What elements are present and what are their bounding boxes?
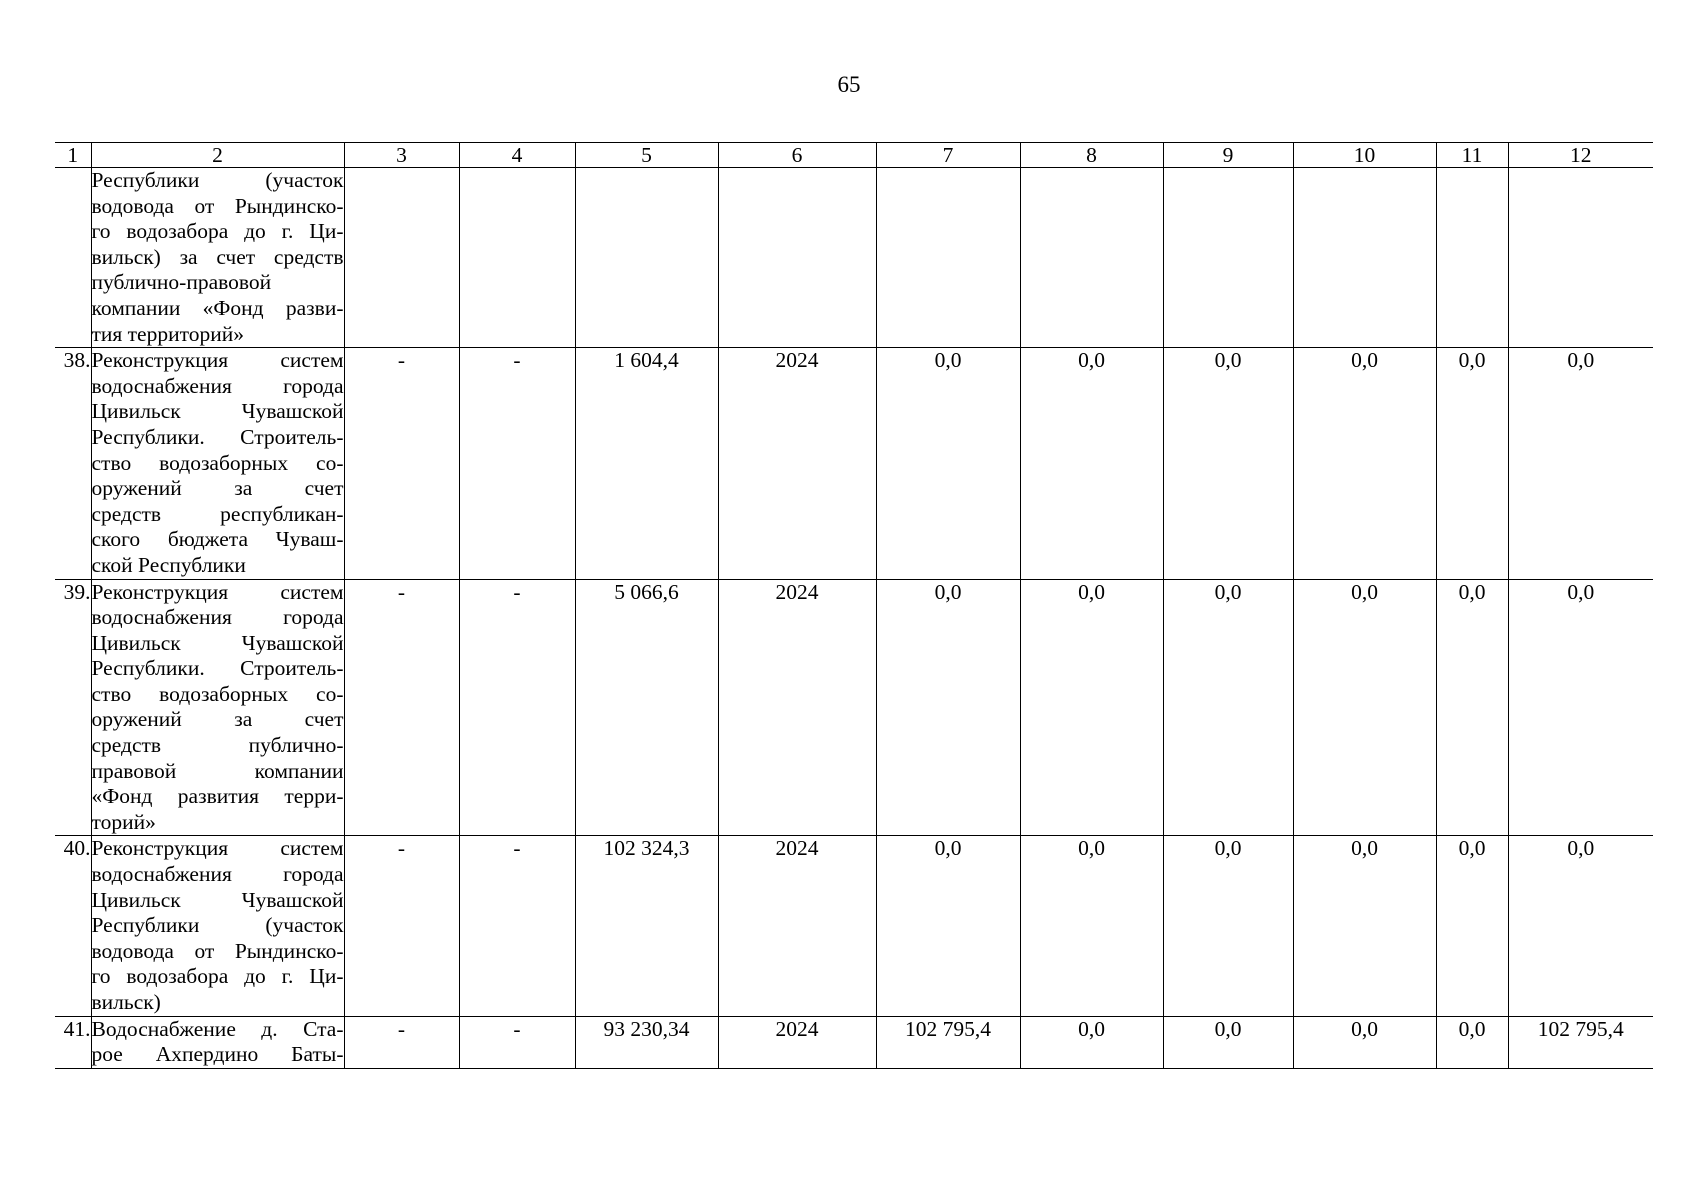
column-header: 10 xyxy=(1293,143,1436,168)
row-number xyxy=(55,168,91,348)
row-description xyxy=(91,168,344,348)
cell-c7: 0,0 xyxy=(876,348,1020,579)
description-line: «Фонд развития терри- xyxy=(91,784,344,809)
description-line: оружений за счет xyxy=(91,476,344,501)
row-number: 41. xyxy=(55,1016,91,1068)
cell-c5 xyxy=(575,168,718,348)
description-line: го водозабора до г. Ци- xyxy=(91,964,344,989)
cell-c7: 0,0 xyxy=(876,579,1020,836)
description-line: ство водозаборных со- xyxy=(91,450,344,475)
description-line: вильск) xyxy=(91,990,161,1014)
cell-c5: 5 066,6 xyxy=(575,579,718,836)
description-line: водоснабжения города xyxy=(91,373,344,398)
description-line: рое Ахпердино Баты- xyxy=(91,1042,344,1067)
table-row xyxy=(55,836,1653,1016)
cell-c7: 102 795,4 xyxy=(876,1016,1020,1068)
description-line: Республики (участок xyxy=(91,168,344,192)
description-line: водовода от Рындинско- xyxy=(91,938,344,963)
column-header: 5 xyxy=(575,143,718,168)
cell-c7 xyxy=(876,168,1020,348)
description-line: Республики (участок xyxy=(91,913,344,938)
cell-c9: 0,0 xyxy=(1163,1016,1293,1068)
description-line: Республики. Строитель- xyxy=(91,656,344,681)
cell-c4: - xyxy=(459,579,575,836)
cell-c9: 0,0 xyxy=(1163,348,1293,579)
column-header: 12 xyxy=(1508,143,1653,168)
table-row xyxy=(55,348,1653,579)
description-line: Цивильск Чувашской xyxy=(91,630,344,655)
description-line: средств публично- xyxy=(91,733,344,758)
cell-c3: - xyxy=(344,836,459,1016)
data-table xyxy=(55,142,1653,1069)
cell-c9 xyxy=(1163,168,1293,348)
table-row xyxy=(55,168,1653,348)
cell-c6 xyxy=(718,168,876,348)
cell-c6: 2024 xyxy=(718,1016,876,1068)
row-number: 40. xyxy=(55,836,91,1016)
description-line: Цивильск Чувашской xyxy=(91,399,344,424)
description-line: ской Республики xyxy=(91,552,246,577)
cell-c6: 2024 xyxy=(718,836,876,1016)
table-row xyxy=(55,1016,1653,1068)
page-number: 65 xyxy=(837,72,861,97)
description-line: Цивильск Чувашской xyxy=(91,887,344,912)
description-line: оружений за счет xyxy=(91,707,344,732)
cell-c11: 0,0 xyxy=(1436,579,1508,836)
cell-c11 xyxy=(1436,168,1508,348)
cell-c6: 2024 xyxy=(718,579,876,836)
cell-c4: - xyxy=(459,1016,575,1068)
cell-c5: 93 230,34 xyxy=(575,1016,718,1068)
description-line: го водозабора до г. Ци- xyxy=(91,219,344,244)
description-line: Реконструкция систем xyxy=(91,836,344,861)
cell-c3: - xyxy=(344,1016,459,1068)
description-line: водовода от Рындинско- xyxy=(91,193,344,218)
column-header: 1 xyxy=(55,143,91,168)
description-line: ство водозаборных со- xyxy=(91,681,344,706)
cell-c8: 0,0 xyxy=(1020,579,1163,836)
description-line: тия территорий» xyxy=(91,321,244,346)
description-line: Водоснабжение д. Ста- xyxy=(91,1016,344,1041)
cell-c10 xyxy=(1293,168,1436,348)
cell-c8: 0,0 xyxy=(1020,1016,1163,1068)
description-line: публично-правовой xyxy=(91,270,272,295)
cell-c12: 0,0 xyxy=(1508,579,1653,836)
column-header: 9 xyxy=(1163,143,1293,168)
row-number: 38. xyxy=(55,348,91,579)
cell-c12: 0,0 xyxy=(1508,348,1653,579)
column-header: 6 xyxy=(718,143,876,168)
row-description xyxy=(91,579,344,836)
cell-c11: 0,0 xyxy=(1436,1016,1508,1068)
column-header: 2 xyxy=(91,143,344,168)
column-header: 3 xyxy=(344,143,459,168)
cell-c3: - xyxy=(344,579,459,836)
description-line: Реконструкция систем xyxy=(91,348,344,373)
column-header: 8 xyxy=(1020,143,1163,168)
description-line: Республики. Строитель- xyxy=(91,424,344,449)
cell-c5: 102 324,3 xyxy=(575,836,718,1016)
cell-c12 xyxy=(1508,168,1653,348)
cell-c8: 0,0 xyxy=(1020,348,1163,579)
description-line: средств республикан- xyxy=(91,501,344,526)
cell-c10: 0,0 xyxy=(1293,836,1436,1016)
cell-c8: 0,0 xyxy=(1020,836,1163,1016)
cell-c10: 0,0 xyxy=(1293,1016,1436,1068)
row-number: 39. xyxy=(55,579,91,836)
cell-c11: 0,0 xyxy=(1436,348,1508,579)
row-description xyxy=(91,836,344,1016)
cell-c10: 0,0 xyxy=(1293,348,1436,579)
description-line: вильск) за счет средств xyxy=(91,244,344,269)
description-line: ского бюджета Чуваш- xyxy=(91,527,344,552)
cell-c7: 0,0 xyxy=(876,836,1020,1016)
description-line: торий» xyxy=(91,809,156,834)
row-description xyxy=(91,1016,344,1068)
cell-c4: - xyxy=(459,836,575,1016)
description-line: Реконструкция систем xyxy=(91,579,344,604)
cell-c9: 0,0 xyxy=(1163,836,1293,1016)
cell-c3: - xyxy=(344,348,459,579)
description-line: компании «Фонд разви- xyxy=(91,295,344,320)
description-line: водоснабжения города xyxy=(91,862,344,887)
column-header: 4 xyxy=(459,143,575,168)
cell-c9: 0,0 xyxy=(1163,579,1293,836)
cell-c8 xyxy=(1020,168,1163,348)
table-header-row xyxy=(55,143,1653,168)
description-line: правовой компании xyxy=(91,758,344,783)
column-header: 11 xyxy=(1436,143,1508,168)
cell-c12: 102 795,4 xyxy=(1508,1016,1653,1068)
row-description xyxy=(91,348,344,579)
cell-c4 xyxy=(459,168,575,348)
cell-c5: 1 604,4 xyxy=(575,348,718,579)
cell-c4: - xyxy=(459,348,575,579)
cell-c6: 2024 xyxy=(718,348,876,579)
column-header: 7 xyxy=(876,143,1020,168)
cell-c11: 0,0 xyxy=(1436,836,1508,1016)
table-row xyxy=(55,579,1653,836)
cell-c10: 0,0 xyxy=(1293,579,1436,836)
description-line: водоснабжения города xyxy=(91,605,344,630)
cell-c12: 0,0 xyxy=(1508,836,1653,1016)
cell-c3 xyxy=(344,168,459,348)
